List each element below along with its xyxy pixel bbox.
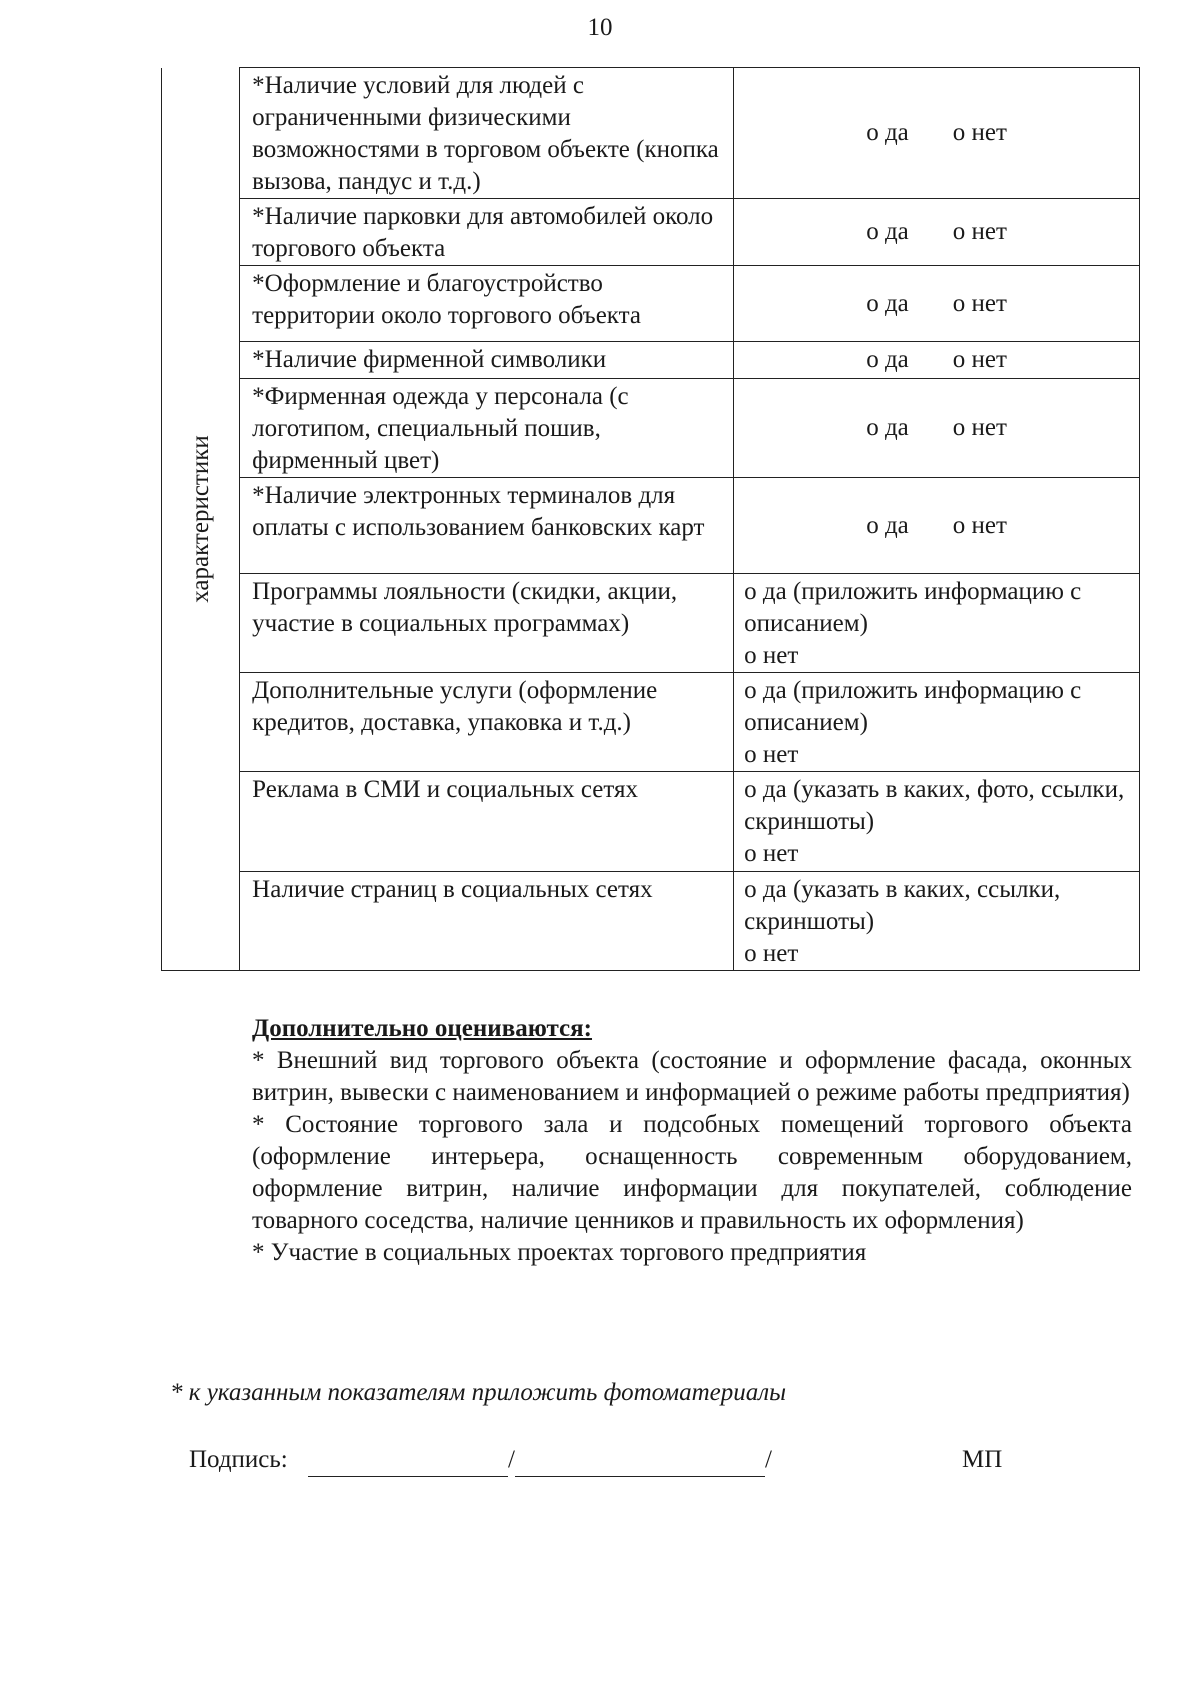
option-no[interactable]: о нет — [744, 840, 799, 867]
section-label: характеристики — [186, 434, 214, 603]
option-yes[interactable]: о да (указать в каких, ссылки, скриншоты) — [744, 876, 1061, 935]
table-row — [162, 574, 1140, 673]
answer-options[interactable] — [734, 379, 1140, 478]
option-yes[interactable]: о да — [866, 414, 909, 441]
answer-options[interactable] — [734, 342, 1140, 379]
answer-options[interactable] — [734, 772, 1140, 872]
option-no[interactable]: о нет — [744, 940, 799, 967]
footnote: * к указанным показателям приложить фотоматериалы — [170, 1379, 787, 1406]
row-label: Наличие страниц в социальных сетях — [240, 872, 734, 971]
row-label: *Наличие фирменной символики — [240, 342, 734, 379]
option-yes[interactable]: о да — [866, 511, 909, 539]
row-label: Реклама в СМИ и социальных сетях — [240, 772, 734, 872]
answer-options[interactable] — [734, 673, 1140, 772]
option-yes[interactable]: о да — [866, 218, 909, 245]
criteria-item: * Участие в социальных проектах торгового предприятия — [252, 1239, 867, 1266]
table-row — [162, 772, 1140, 872]
additional-title: Дополнительно оцениваются: — [252, 1015, 593, 1042]
option-no[interactable]: о нет — [744, 642, 799, 669]
signature-block — [189, 1443, 1089, 1477]
answer-options[interactable] — [734, 574, 1140, 673]
table-row — [162, 342, 1140, 379]
row-label: *Фирменная одежда у персонала (с логотипом, специальный пошив, фирменный цвет) — [240, 379, 734, 478]
table-row — [162, 68, 1140, 199]
additional-criteria — [252, 1013, 1132, 1269]
signature-label: Подпись: — [189, 1446, 288, 1473]
answer-options[interactable] — [734, 478, 1140, 574]
option-no[interactable]: о нет — [952, 218, 1007, 245]
option-no[interactable]: о нет — [952, 346, 1007, 373]
criteria-item: * Внешний вид торгового объекта (состояние и оформление фасада, оконных витрин, вывески с наименованием и информацией о режиме работы предприятия) — [252, 1047, 1132, 1106]
page-number: 10 — [587, 14, 613, 41]
answer-options[interactable] — [734, 266, 1140, 342]
row-label: *Оформление и благоустройство территории около торгового объекта — [240, 266, 734, 342]
row-label: Дополнительные услуги (оформление кредитов, доставка, упаковка и т.д.) — [240, 673, 734, 772]
row-label: Программы лояльности (скидки, акции, участие в социальных программах) — [240, 574, 734, 673]
option-yes[interactable]: о да — [866, 119, 909, 146]
option-yes[interactable]: о да (приложить информацию с описанием) — [744, 578, 1082, 637]
option-no[interactable]: о нет — [952, 119, 1007, 146]
signature-separator: / — [508, 1446, 515, 1473]
answer-options[interactable] — [734, 199, 1140, 266]
table-row — [162, 673, 1140, 772]
answer-options[interactable] — [734, 872, 1140, 971]
stamp-place: МП — [962, 1446, 1003, 1473]
answer-options[interactable] — [734, 68, 1140, 199]
table-row — [162, 478, 1140, 574]
name-field[interactable] — [515, 1450, 765, 1477]
option-yes[interactable]: о да (указать в каких, фото, ссылки, скриншоты) — [744, 776, 1125, 835]
option-no[interactable]: о нет — [952, 511, 1007, 539]
row-label: *Наличие парковки для автомобилей около торгового объекта — [240, 199, 734, 266]
table-row — [162, 379, 1140, 478]
table-row — [162, 872, 1140, 971]
table-row — [162, 199, 1140, 266]
criteria-item: * Состояние торгового зала и подсобных помещений торгового объекта (оформление интерьера, оснащенность современным оборудованием, оформление витрин, наличие информации для покупателей, соблюдение товарного соседства, наличие ценников и правильность их оформления) — [252, 1111, 1132, 1234]
side-label-cell — [162, 68, 240, 971]
signature-end: / — [764, 1446, 772, 1473]
option-yes[interactable]: о да (приложить информацию с описанием) — [744, 677, 1082, 736]
option-yes[interactable]: о да — [866, 289, 909, 317]
characteristics-table — [161, 67, 1140, 971]
row-label: *Наличие условий для людей с ограниченными физическими возможностями в торговом объекте (кнопка вызова, пандус и т.д.) — [240, 68, 734, 199]
option-no[interactable]: о нет — [952, 414, 1007, 441]
option-no[interactable]: о нет — [952, 289, 1007, 317]
option-yes[interactable]: о да — [866, 346, 909, 373]
row-label: *Наличие электронных терминалов для оплаты с использованием банковских карт — [240, 478, 734, 574]
signature-field[interactable] — [308, 1450, 508, 1477]
table-row — [162, 266, 1140, 342]
option-no[interactable]: о нет — [744, 741, 799, 768]
